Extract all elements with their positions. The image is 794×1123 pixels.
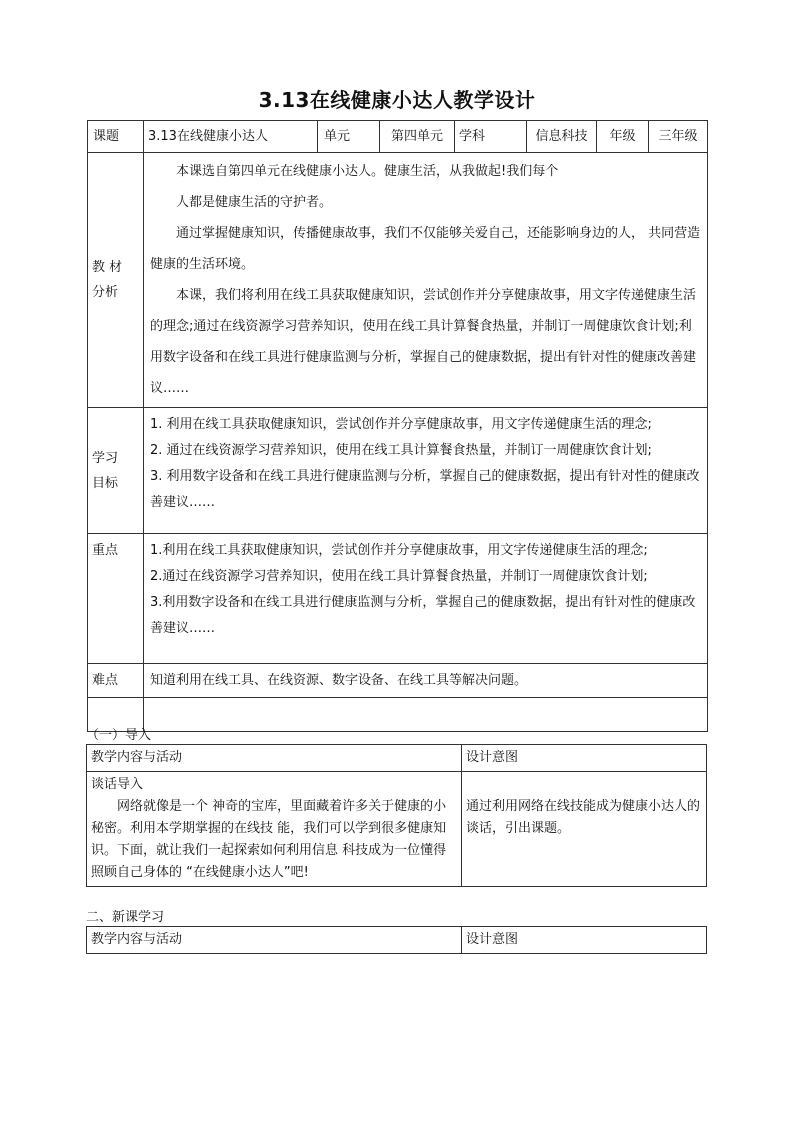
analysis-label-line2: 分析 (92, 285, 119, 300)
analysis-paragraph: 本课，我们将利用在线工具获取健康知识，尝试创作并分享健康故事，用文字传递健康生活的理念;通过在线资源学习营养知识，使用在线工具计算餐食热量，并制订一周健康饮食计划;利用数字设备和在线工具进行健康监测与分析，掌握自己的健康数据，提出有针对性的健康改善建议…… (150, 288, 697, 396)
activity-text: 网络就像是一个 神奇的宝库，里面藏着许多关于健康的小秘密。利用本学期掌握的在线技 能，我们可以学到很多健康知识。下面，就让我们一起探索如何利用信息 科技成为一位懂得照顾自己身体的 “在线健康小达人”吧! (91, 799, 447, 880)
activity-cell (87, 772, 462, 887)
lesson-info-table (87, 120, 708, 732)
content-column-header: 教学内容与活动 (87, 927, 462, 954)
section2-heading: 二、新课学习 (86, 910, 165, 925)
activity-title: 谈话导入 (91, 777, 144, 792)
difficulties-label: 难点 (88, 664, 144, 698)
section1-heading: （一）导入 (86, 728, 152, 743)
analysis-paragraph: 本课选自第四单元在线健康小达人。健康生活，从我做起!我们每个 (176, 164, 559, 179)
empty-row (88, 698, 708, 732)
intent-cell (462, 772, 707, 887)
difficulties-row (88, 664, 708, 698)
key-point-item: 2.通过在线资源学习营养知识，使用在线工具计算餐食热量，并制订一周健康饮食计划; (150, 569, 648, 584)
objectives-content (144, 408, 708, 534)
subject-label: 学科 (455, 121, 527, 153)
intro-activity-table (86, 744, 707, 887)
topic-label: 课题 (88, 121, 144, 153)
analysis-content (144, 153, 708, 408)
subject-value: 信息科技 (527, 121, 597, 153)
table-header-row (87, 927, 707, 954)
unit-label: 单元 (318, 121, 380, 153)
table-row (87, 772, 707, 887)
key-point-item: 1.利用在线工具获取健康知识，尝试创作并分享健康故事，用文字传递健康生活的理念; (150, 543, 648, 558)
difficulties-content: 知道利用在线工具、在线资源、数字设备、在线工具等解决问题。 (144, 664, 708, 698)
table-header-row (87, 745, 707, 772)
content-column-header: 教学内容与活动 (87, 745, 462, 772)
objective-item: 1. 利用在线工具获取健康知识，尝试创作并分享健康故事，用文字传递健康生活的理念; (150, 417, 652, 432)
topic-value: 3.13在线健康小达人 (144, 121, 318, 153)
key-points-content (144, 534, 708, 664)
analysis-label-line1: 教 材 (92, 260, 123, 275)
new-lesson-table (86, 926, 707, 954)
analysis-row (88, 153, 708, 408)
objectives-label (88, 408, 144, 534)
objective-item: 3. 利用数字设备和在线工具进行健康监测与分析，掌握自己的健康数据，提出有针对性的健康改善建议…… (150, 469, 700, 510)
key-point-item: 3.利用数字设备和在线工具进行健康监测与分析，掌握自己的健康数据，提出有针对性的健康改善建议…… (150, 595, 696, 636)
analysis-paragraph: 通过掌握健康知识，传播健康故事，我们不仅能够关爱自己，还能影响身边的人， 共同营造健康的生活环境。 (150, 226, 701, 272)
analysis-paragraph: 人都是健康生活的守护者。 (176, 195, 333, 210)
key-points-label: 重点 (88, 534, 144, 664)
objective-item: 2. 通过在线资源学习营养知识，使用在线工具计算餐食热量，并制订一周健康饮食计划; (150, 443, 652, 458)
intent-column-header: 设计意图 (462, 745, 707, 772)
unit-value: 第四单元 (380, 121, 455, 153)
objectives-row (88, 408, 708, 534)
intent-text: 通过利用网络在线技能成为健康小达人的谈话，引出课题。 (466, 799, 701, 836)
intent-column-header: 设计意图 (462, 927, 707, 954)
objectives-label-line2: 目标 (92, 475, 119, 491)
header-row (88, 121, 708, 153)
grade-label: 年级 (597, 121, 649, 153)
grade-value: 三年级 (649, 121, 708, 153)
key-points-row (88, 534, 708, 664)
empty-cell (144, 698, 708, 732)
objectives-label-line1: 学习 (92, 450, 119, 466)
page-title: 3.13在线健康小达人教学设计 (258, 88, 536, 112)
analysis-label (88, 153, 144, 408)
